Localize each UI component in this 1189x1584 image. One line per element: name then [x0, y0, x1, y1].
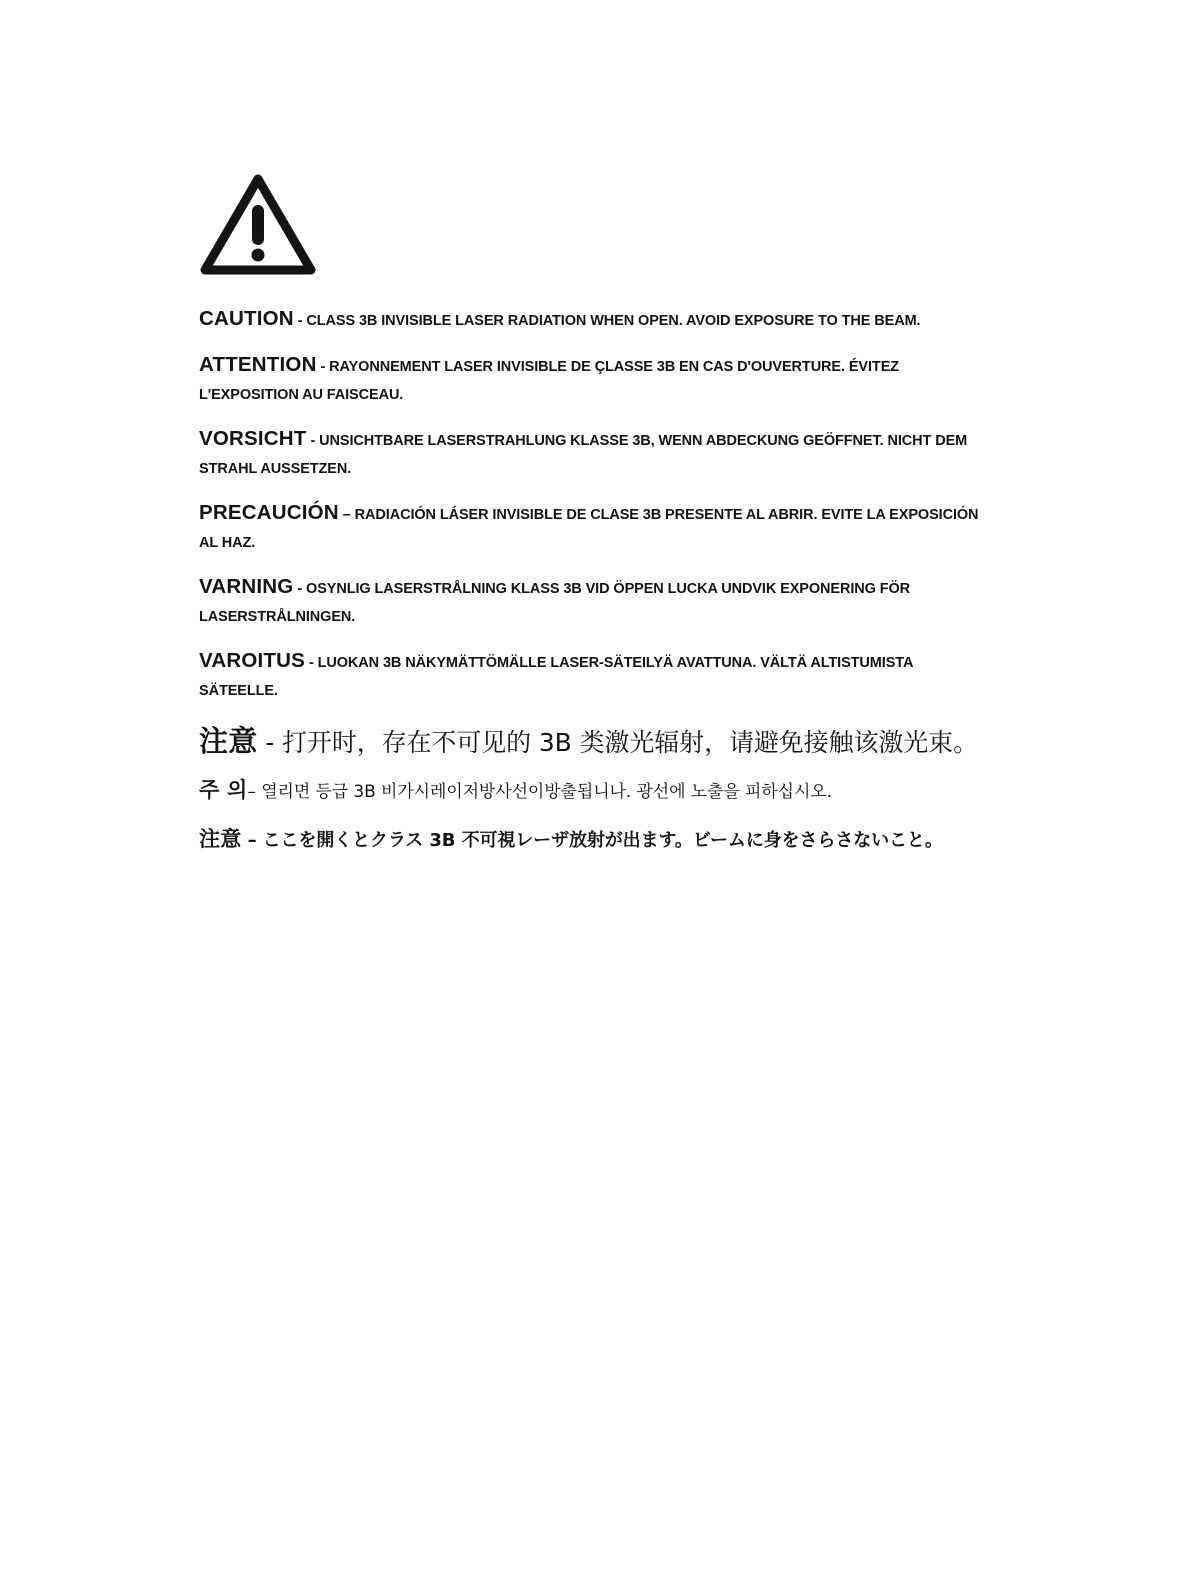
notice-heading: VARNING	[199, 575, 294, 598]
notice-separator: -	[306, 433, 320, 449]
notice-finnish	[199, 647, 985, 705]
notice-heading: CAUTION	[199, 307, 294, 330]
notice-heading: ATTENTION	[199, 353, 317, 376]
notice-separator: -	[305, 655, 318, 671]
notice-korean	[199, 775, 985, 807]
notice-text: RADIACIÓN LÁSER INVISIBLE DE CLASE 3B PRESENTE AL ABRIR. EVITE LA EXPOSICIÓN AL HAZ.	[199, 507, 979, 551]
notice-heading: 注意	[199, 724, 258, 758]
notice-swedish	[199, 573, 985, 631]
notice-separator: -	[293, 581, 307, 597]
notice-japanese	[199, 823, 985, 857]
notice-spanish	[199, 499, 985, 557]
notice-separator: –	[338, 507, 355, 523]
notice-heading: 주 의	[199, 778, 248, 802]
notice-chinese	[199, 721, 985, 763]
notice-separator: -	[257, 728, 283, 757]
notice-separator: –	[247, 782, 262, 802]
notice-heading: VAROITUS	[199, 649, 306, 672]
notice-heading: 注意	[199, 827, 242, 851]
notice-text: 打开时，存在不可见的 3B 类激光辐射，请避免接触该激光束。	[282, 728, 978, 757]
notice-separator: –	[241, 830, 263, 851]
laser-caution-notices	[199, 305, 985, 873]
notice-separator: -	[293, 313, 307, 329]
notice-text: UNSICHTBARE LASERSTRAHLUNG KLASSE 3B, WENN ABDECKUNG GEÖFFNET. NICHT DEM STRAHL AUSSETZEN.	[199, 433, 968, 477]
notice-german	[199, 425, 985, 483]
notice-text: CLASS 3B INVISIBLE LASER RADIATION WHEN OPEN. AVOID EXPOSURE TO THE BEAM.	[306, 313, 921, 329]
notice-french	[199, 351, 985, 409]
notice-separator: -	[316, 359, 330, 375]
warning-triangle-icon	[199, 172, 317, 278]
notice-text: OSYNLIG LASERSTRÅLNING KLASS 3B VID ÖPPEN LUCKA UNDVIK EXPONERING FÖR LASERSTRÅLNINGEN.	[199, 581, 911, 625]
notice-english	[199, 305, 985, 335]
notice-text: RAYONNEMENT LASER INVISIBLE DE ÇLASSE 3B EN CAS D'OUVERTURE. ÉVITEZ L'EXPOSITION AU FAISCEAU.	[199, 359, 900, 403]
notice-heading: PRECAUCIÓN	[199, 501, 339, 524]
notice-heading: VORSICHT	[199, 427, 307, 450]
notice-text: ここを開くとクラス 3B 不可視レーザ放射が出ます。ビームに身をさらさないこと。	[262, 830, 943, 851]
notice-text: LUOKAN 3B NÄKYMÄTTÖMÄLLE LASER-SÄTEILYÄ AVATTUNA. VÄLTÄ ALTISTUMISTA SÄTEELLE.	[199, 655, 913, 699]
notice-text: 열리면 등급 3B 비가시레이저방사선이방출됩니나. 광선에 노출을 피하십시오.	[261, 782, 832, 802]
